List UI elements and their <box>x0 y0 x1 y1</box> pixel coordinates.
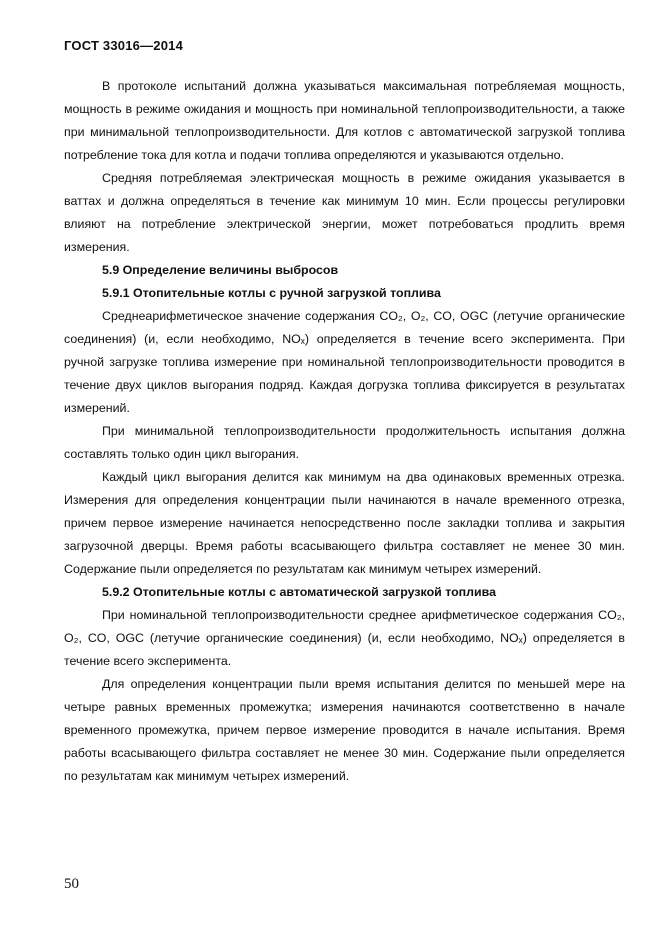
paragraph-power-consumption: В протоколе испытаний должна указываться максимальная потребляемая мощность, мощность в режиме ожидания и мощность при номинальной теплопроизводительности, а также при минимальной теплопроизводительности. Для котлов с автоматической загрузкой топлива потребление тока для котла и подачи топлива определяются и указываются отдельно. <box>64 79 625 162</box>
section-heading-5-9-1: 5.9.1 Отопительные котлы с ручной загрузкой топлива <box>102 286 441 300</box>
section-heading-5-9: 5.9 Определение величины выбросов <box>102 263 339 277</box>
page-number: 50 <box>64 876 79 892</box>
paragraph-min-output: При минимальной теплопроизводительности продолжительность испытания должна составлять только один цикл выгорания. <box>64 424 625 461</box>
page-header-standard: ГОСТ 33016—2014 <box>64 38 183 53</box>
paragraph-burn-cycle: Каждый цикл выгорания делится как минимум на два одинаковых временных отрезка. Измерения для определения концентрации пыли начинаются в начале временного отрезка, причем первое измерение начинается непосредственно после закладки топлива и закрытия загрузочной дверцы. Время работы всасывающего фильтра составляет не менее 30 мин. Содержание пыли определяется по результатам как минимум четырех измерений. <box>64 470 625 576</box>
section-heading-5-9-2: 5.9.2 Отопительные котлы с автоматической загрузкой топлива <box>102 585 496 599</box>
paragraph-nominal-output: При номинальной теплопроизводительности среднее арифметическое содержания CO₂, O₂, CO, OGC (летучие органические соединения) (и, если необходимо, NOₓ) определяется в течение всего эксперимента. <box>64 608 625 668</box>
document-body <box>64 75 625 788</box>
paragraph-dust-concentration: Для определения концентрации пыли время испытания делится по меньшей мере на четыре равных временных промежутка; измерения начинаются соответственно в начале временного промежутка, причем первое измерение проводится в начале испытания. Время работы всасывающего фильтра составляет не менее 30 мин. Содержание пыли определяется по результатам как минимум четырех измерений. <box>64 677 625 783</box>
paragraph-standby-power: Средняя потребляемая электрическая мощность в режиме ожидания указывается в ваттах и должна определяться в течение как минимум 10 мин. Если процессы регулировки влияют на потребление электрической энергии, может потребоваться продлить время измерения. <box>64 171 625 254</box>
paragraph-mean-content: Среднеарифметическое значение содержания CO₂, O₂, CO, OGC (летучие органические соединения) (и, если необходимо, NOₓ) определяется в течение всего эксперимента. При ручной загрузке топлива измерение при номинальной теплопроизводительности проводится в течение двух циклов выгорания подряд. Каждая догрузка топлива фиксируется в результатах измерений. <box>64 309 625 415</box>
